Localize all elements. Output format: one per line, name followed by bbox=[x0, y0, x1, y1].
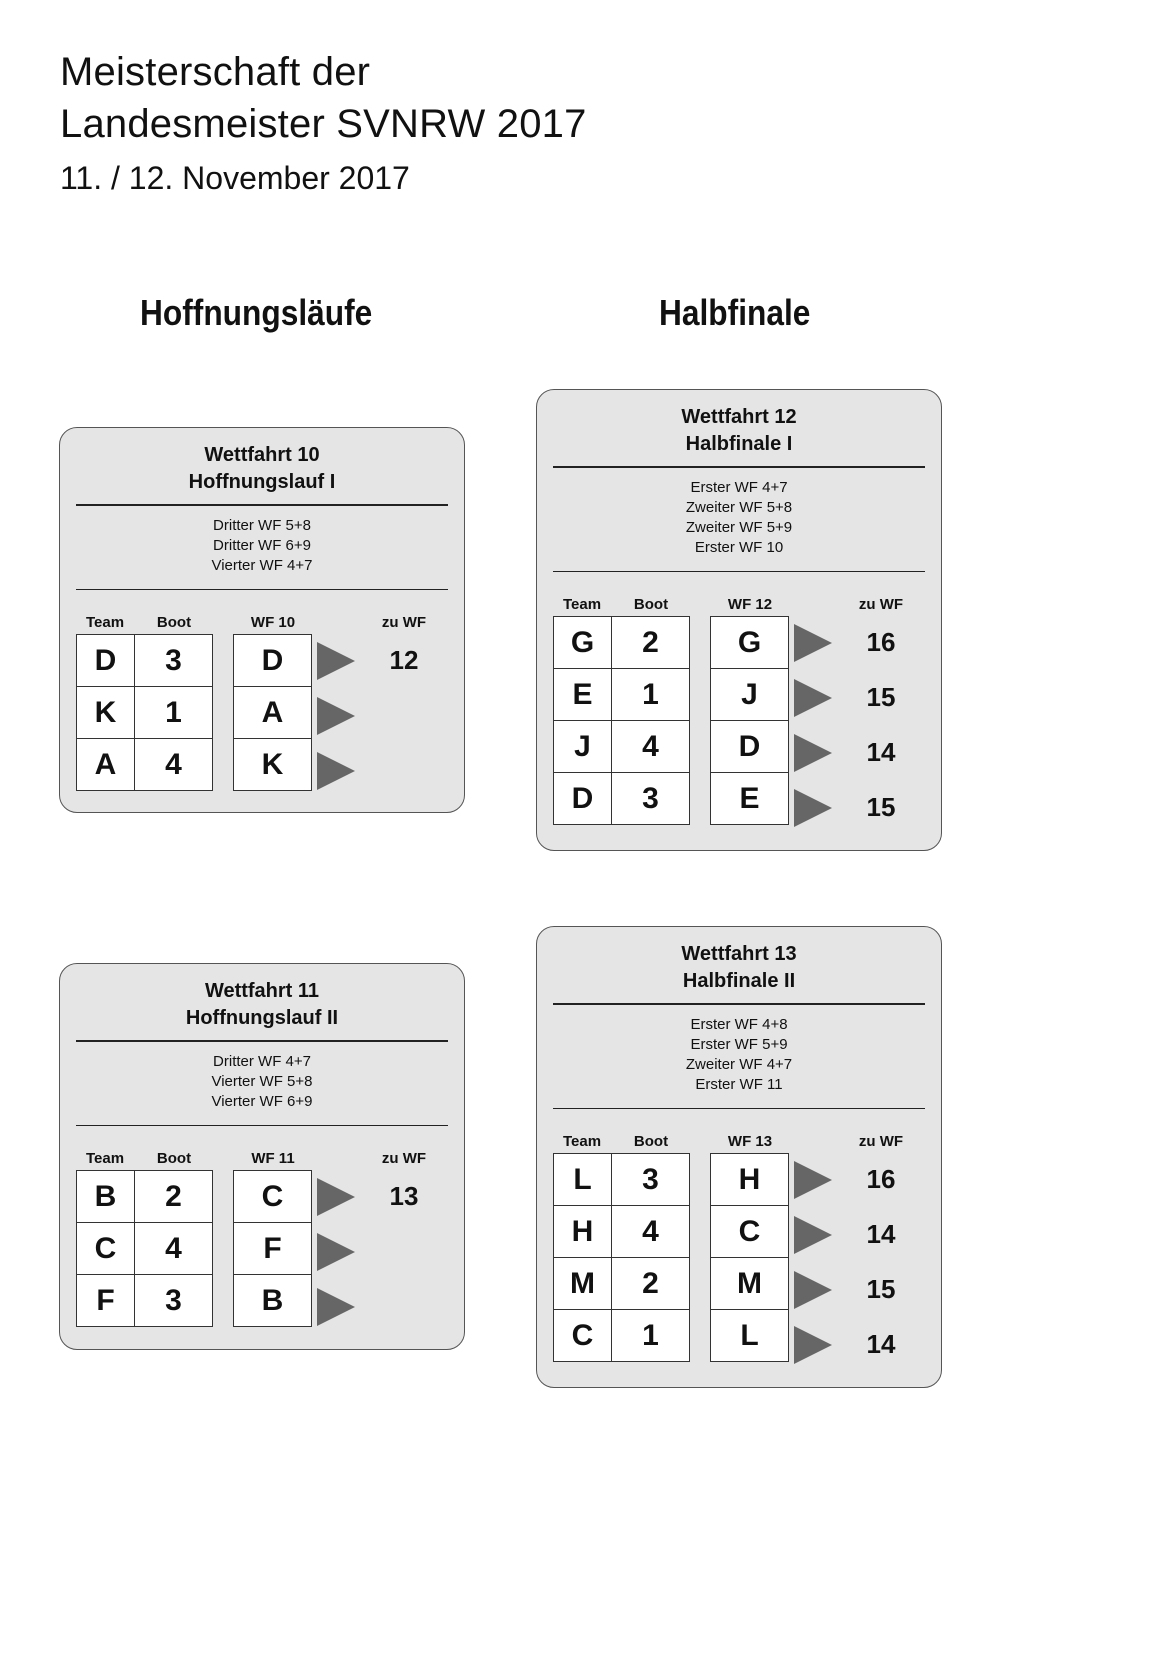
target-race: 15 bbox=[866, 682, 896, 712]
column-headers bbox=[60, 1136, 464, 1170]
advance-arrow-icon bbox=[794, 1326, 832, 1364]
race-title bbox=[60, 978, 464, 1032]
team-cell: B bbox=[77, 1171, 135, 1223]
race-number: Wettfahrt 10 bbox=[204, 444, 320, 466]
table-row bbox=[77, 1171, 213, 1223]
boot-cell: 4 bbox=[612, 1206, 690, 1258]
team-cell: D bbox=[77, 635, 135, 687]
table-row bbox=[711, 773, 789, 825]
qualifier-list bbox=[60, 1042, 464, 1117]
qualifier-item: Vierter WF 6+9 bbox=[211, 1092, 313, 1110]
table-row bbox=[711, 617, 789, 669]
header-boot: Boot bbox=[633, 1133, 669, 1150]
finish-table bbox=[233, 1170, 312, 1327]
table-row bbox=[554, 669, 690, 721]
target-race: 16 bbox=[866, 627, 896, 657]
table-row bbox=[711, 669, 789, 721]
header-wf: WF 12 bbox=[727, 596, 773, 613]
advance-arrow-icon bbox=[794, 1216, 832, 1254]
team-cell: G bbox=[554, 617, 612, 669]
race-card bbox=[59, 963, 465, 1350]
target-race: 16 bbox=[866, 1164, 896, 1194]
header-boot: Boot bbox=[633, 596, 669, 613]
result-grid bbox=[60, 1170, 464, 1339]
race-number: Wettfahrt 11 bbox=[204, 980, 320, 1002]
target-race: 15 bbox=[866, 1274, 896, 1304]
column-headers bbox=[60, 600, 464, 634]
boot-cell: 3 bbox=[612, 1154, 690, 1206]
result-grid bbox=[60, 634, 464, 803]
column-headers bbox=[537, 1119, 941, 1153]
header-zu-wf: zu WF bbox=[381, 1150, 427, 1167]
table-row bbox=[554, 1206, 690, 1258]
event-date: 11. / 12. November 2017 bbox=[60, 160, 410, 196]
advance-arrow-icon bbox=[794, 1271, 832, 1309]
race-number: Wettfahrt 13 bbox=[681, 943, 797, 965]
advance-arrow-icon bbox=[317, 697, 355, 735]
start-table bbox=[76, 1170, 213, 1327]
result-cell: A bbox=[234, 687, 312, 739]
result-cell: D bbox=[234, 635, 312, 687]
table-row bbox=[234, 687, 312, 739]
header-zu-wf: zu WF bbox=[381, 614, 427, 631]
qualifier-list bbox=[537, 1005, 941, 1100]
header-team: Team bbox=[562, 1133, 602, 1150]
boot-cell: 2 bbox=[612, 1258, 690, 1310]
boot-cell: 3 bbox=[135, 1275, 213, 1327]
section-heading-halbfinale: Halbfinale bbox=[659, 292, 811, 333]
table-row bbox=[554, 1258, 690, 1310]
section-heading-hoffnungslaeufe: Hoffnungsläufe bbox=[140, 292, 373, 333]
result-cell: D bbox=[711, 721, 789, 773]
table-row bbox=[554, 1154, 690, 1206]
advance-arrow-icon bbox=[794, 789, 832, 827]
boot-cell: 4 bbox=[135, 739, 213, 791]
divider bbox=[76, 589, 448, 591]
table-row bbox=[234, 1275, 312, 1327]
advance-arrow-icon bbox=[794, 734, 832, 772]
table-row bbox=[554, 773, 690, 825]
header-wf: WF 10 bbox=[250, 614, 296, 631]
divider bbox=[553, 571, 925, 573]
boot-cell: 2 bbox=[135, 1171, 213, 1223]
page-title-line-1: Meisterschaft der bbox=[60, 50, 371, 94]
header-boot: Boot bbox=[156, 1150, 192, 1167]
team-cell: C bbox=[77, 1223, 135, 1275]
result-cell: F bbox=[234, 1223, 312, 1275]
advance-arrow-icon bbox=[317, 642, 355, 680]
result-cell: E bbox=[711, 773, 789, 825]
table-row bbox=[711, 1206, 789, 1258]
qualifier-item: Erster WF 4+7 bbox=[690, 478, 788, 496]
header-team: Team bbox=[85, 1150, 125, 1167]
advance-arrow-icon bbox=[794, 679, 832, 717]
race-name: Halbfinale II bbox=[682, 970, 796, 992]
boot-cell: 4 bbox=[135, 1223, 213, 1275]
table-row bbox=[234, 739, 312, 791]
qualifier-item: Erster WF 11 bbox=[695, 1075, 783, 1093]
team-cell: D bbox=[554, 773, 612, 825]
team-cell: E bbox=[554, 669, 612, 721]
result-cell: K bbox=[234, 739, 312, 791]
race-title bbox=[60, 442, 464, 496]
table-row bbox=[711, 1258, 789, 1310]
race-title bbox=[537, 404, 941, 458]
table-row bbox=[554, 617, 690, 669]
result-cell: G bbox=[711, 617, 789, 669]
column-headers bbox=[537, 582, 941, 616]
table-row bbox=[234, 1223, 312, 1275]
table-row bbox=[711, 1310, 789, 1362]
qualifier-item: Zweiter WF 4+7 bbox=[685, 1055, 793, 1073]
table-row bbox=[77, 635, 213, 687]
boot-cell: 4 bbox=[612, 721, 690, 773]
qualifier-item: Erster WF 5+9 bbox=[690, 1035, 788, 1053]
result-cell: B bbox=[234, 1275, 312, 1327]
qualifier-item: Vierter WF 4+7 bbox=[211, 556, 313, 574]
table-row bbox=[711, 721, 789, 773]
header-team: Team bbox=[562, 596, 602, 613]
table-row bbox=[77, 1275, 213, 1327]
result-grid bbox=[537, 1153, 941, 1377]
result-cell: C bbox=[234, 1171, 312, 1223]
advance-arrow-icon bbox=[794, 624, 832, 662]
race-number: Wettfahrt 12 bbox=[681, 406, 797, 428]
table-row bbox=[234, 635, 312, 687]
race-card bbox=[536, 389, 942, 851]
qualifier-item: Erster WF 10 bbox=[694, 538, 784, 556]
boot-cell: 2 bbox=[612, 617, 690, 669]
divider bbox=[553, 1108, 925, 1110]
qualifier-item: Erster WF 4+8 bbox=[690, 1015, 788, 1033]
team-cell: L bbox=[554, 1154, 612, 1206]
race-title bbox=[537, 941, 941, 995]
start-table bbox=[553, 616, 690, 825]
result-cell: L bbox=[711, 1310, 789, 1362]
table-row bbox=[77, 1223, 213, 1275]
boot-cell: 3 bbox=[135, 635, 213, 687]
table-row bbox=[554, 721, 690, 773]
qualifier-item: Dritter WF 4+7 bbox=[213, 1052, 311, 1070]
qualifier-item: Dritter WF 6+9 bbox=[213, 536, 311, 554]
target-race: 14 bbox=[866, 1329, 896, 1359]
boot-cell: 1 bbox=[135, 687, 213, 739]
target-race: 15 bbox=[866, 792, 896, 822]
race-name: Hoffnungslauf II bbox=[185, 1007, 339, 1029]
table-row bbox=[554, 1310, 690, 1362]
advance-arrow-icon bbox=[794, 1161, 832, 1199]
qualifier-item: Vierter WF 5+8 bbox=[211, 1072, 313, 1090]
team-cell: F bbox=[77, 1275, 135, 1327]
divider bbox=[76, 1125, 448, 1127]
boot-cell: 1 bbox=[612, 669, 690, 721]
qualifier-item: Dritter WF 5+8 bbox=[213, 516, 311, 534]
qualifier-list bbox=[60, 506, 464, 581]
result-cell: M bbox=[711, 1258, 789, 1310]
target-race: 12 bbox=[389, 645, 419, 675]
team-cell: A bbox=[77, 739, 135, 791]
header-zu-wf: zu WF bbox=[858, 596, 904, 613]
result-cell: H bbox=[711, 1154, 789, 1206]
team-cell: K bbox=[77, 687, 135, 739]
header-wf: WF 11 bbox=[251, 1150, 295, 1167]
result-grid bbox=[537, 616, 941, 840]
result-cell: C bbox=[711, 1206, 789, 1258]
target-race: 14 bbox=[866, 1219, 896, 1249]
race-name: Halbfinale I bbox=[685, 433, 793, 455]
finish-table bbox=[710, 616, 789, 825]
boot-cell: 1 bbox=[612, 1310, 690, 1362]
header-wf: WF 13 bbox=[727, 1133, 773, 1150]
qualifier-list bbox=[537, 468, 941, 563]
table-row bbox=[711, 1154, 789, 1206]
team-cell: H bbox=[554, 1206, 612, 1258]
team-cell: C bbox=[554, 1310, 612, 1362]
advance-arrow-icon bbox=[317, 752, 355, 790]
finish-table bbox=[233, 634, 312, 791]
qualifier-item: Zweiter WF 5+9 bbox=[685, 518, 793, 536]
page-title-line-2: Landesmeister SVNRW 2017 bbox=[60, 102, 587, 146]
qualifier-item: Zweiter WF 5+8 bbox=[685, 498, 793, 516]
advance-arrow-icon bbox=[317, 1288, 355, 1326]
race-card bbox=[536, 926, 942, 1388]
header-boot: Boot bbox=[156, 614, 192, 631]
start-table bbox=[76, 634, 213, 791]
advance-arrow-icon bbox=[317, 1233, 355, 1271]
team-cell: J bbox=[554, 721, 612, 773]
advance-arrow-icon bbox=[317, 1178, 355, 1216]
target-race: 14 bbox=[866, 737, 896, 767]
header-zu-wf: zu WF bbox=[858, 1133, 904, 1150]
race-name: Hoffnungslauf I bbox=[188, 471, 336, 493]
race-card bbox=[59, 427, 465, 813]
finish-table bbox=[710, 1153, 789, 1362]
header-team: Team bbox=[85, 614, 125, 631]
result-cell: J bbox=[711, 669, 789, 721]
boot-cell: 3 bbox=[612, 773, 690, 825]
team-cell: M bbox=[554, 1258, 612, 1310]
start-table bbox=[553, 1153, 690, 1362]
table-row bbox=[77, 739, 213, 791]
target-race: 13 bbox=[389, 1181, 419, 1211]
table-row bbox=[234, 1171, 312, 1223]
table-row bbox=[77, 687, 213, 739]
